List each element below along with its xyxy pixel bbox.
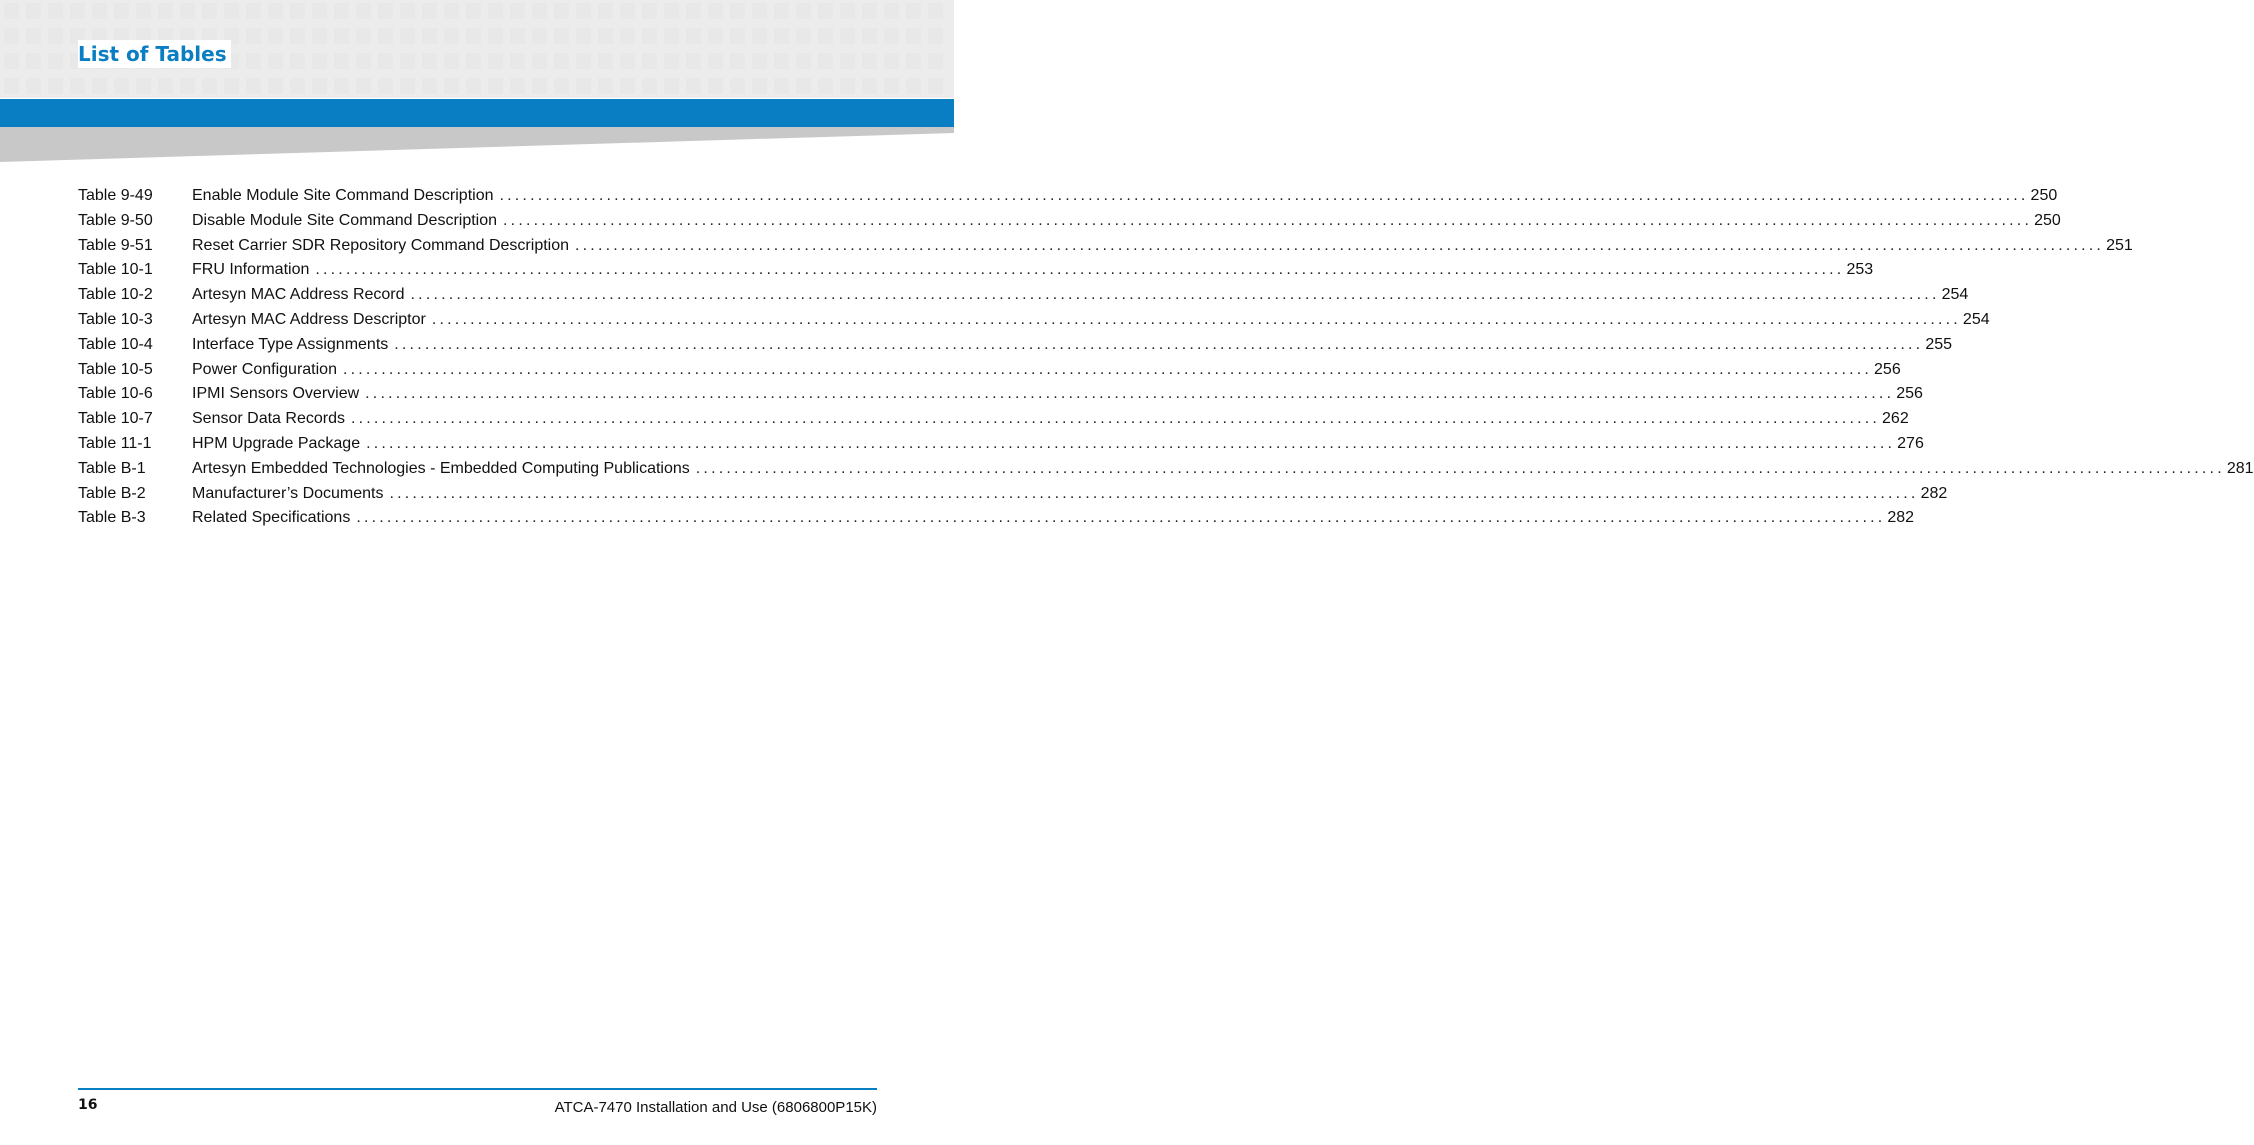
header-square — [532, 3, 547, 19]
header-square — [840, 53, 855, 69]
header-square — [180, 3, 195, 19]
header-square — [818, 3, 833, 19]
toc-entry[interactable] — [78, 506, 1915, 531]
header-square — [752, 28, 767, 44]
header-square — [928, 53, 943, 69]
header-square — [422, 28, 437, 44]
table-title: Related Specifications — [192, 509, 351, 527]
header-blue-band — [0, 99, 954, 127]
header-square — [70, 78, 85, 94]
header-square — [642, 3, 657, 19]
header-square — [532, 78, 547, 94]
page-reference: 282 — [1887, 509, 1915, 527]
header-square — [92, 78, 107, 94]
header-square — [290, 78, 305, 94]
table-number: Table 10-4 — [78, 335, 153, 353]
toc-entry[interactable] — [78, 482, 1948, 507]
header-square — [928, 78, 943, 94]
header-square — [686, 53, 701, 69]
header-square — [422, 3, 437, 19]
header-square — [598, 3, 613, 19]
header-square — [312, 53, 327, 69]
header-square — [334, 28, 349, 44]
leader-dots: ........................................................................................................................................................................................................ — [389, 484, 1919, 502]
header-square — [400, 78, 415, 94]
leader-dots: ........................................................................................................................................................................................................ — [503, 211, 2033, 229]
header-square — [510, 28, 525, 44]
header-square — [422, 53, 437, 69]
header-square — [906, 28, 921, 44]
page-reference: 276 — [1897, 434, 1924, 452]
footer-page-number: 16 — [78, 1097, 98, 1113]
leader-dots: ........................................................................................................................................................................................................ — [366, 434, 1896, 452]
header-square — [928, 3, 943, 19]
header-square — [26, 78, 41, 94]
toc-entry[interactable] — [78, 209, 2061, 234]
header-square — [554, 78, 569, 94]
header-square — [620, 78, 635, 94]
header-square — [400, 28, 415, 44]
header-square — [708, 53, 723, 69]
header-square — [796, 78, 811, 94]
table-number: Table B-3 — [78, 509, 146, 527]
leader-dots: ........................................................................................................................................................................................................ — [410, 286, 1940, 304]
header-square — [620, 3, 635, 19]
table-number: Table B-1 — [78, 459, 146, 477]
leader-dots: ........................................................................................................................................................................................................ — [356, 509, 1886, 527]
header-square — [378, 28, 393, 44]
header-square — [840, 3, 855, 19]
header-square — [290, 53, 305, 69]
header-square — [708, 28, 723, 44]
table-title: Artesyn Embedded Technologies - Embedded Computing Publications — [192, 459, 690, 477]
header-square — [4, 78, 19, 94]
toc-entry[interactable] — [78, 184, 2058, 209]
header-square — [664, 53, 679, 69]
header-square — [774, 78, 789, 94]
header-square — [158, 3, 173, 19]
header-square — [818, 28, 833, 44]
header-square — [356, 3, 371, 19]
header-square — [400, 53, 415, 69]
header-square — [4, 3, 19, 19]
table-number: Table 10-7 — [78, 410, 153, 428]
header-square — [268, 28, 283, 44]
header-square — [642, 78, 657, 94]
header-square — [356, 53, 371, 69]
list-of-tables — [78, 184, 2254, 531]
header-square — [202, 3, 217, 19]
header-square — [620, 28, 635, 44]
header-square — [598, 28, 613, 44]
table-title: Interface Type Assignments — [192, 335, 389, 353]
header-square — [312, 78, 327, 94]
header-square — [884, 28, 899, 44]
header-square — [48, 78, 63, 94]
page-reference: 256 — [1874, 360, 1901, 378]
header-square — [114, 78, 129, 94]
header-square — [26, 3, 41, 19]
page-reference: 251 — [2106, 236, 2133, 254]
header-square — [884, 78, 899, 94]
leader-dots: ........................................................................................................................................................................................................ — [342, 360, 1873, 378]
header-square — [862, 53, 877, 69]
header-square — [400, 3, 415, 19]
header-square — [598, 78, 613, 94]
header-square — [862, 3, 877, 19]
header-square — [268, 53, 283, 69]
leader-dots: ........................................................................................................................................................................................................ — [365, 385, 1895, 403]
leader-dots: ........................................................................................................................................................................................................ — [695, 459, 2225, 477]
toc-entry[interactable] — [78, 432, 1924, 457]
header-square — [26, 53, 41, 69]
header-square — [290, 28, 305, 44]
header-square — [752, 3, 767, 19]
header-square — [312, 3, 327, 19]
header-square — [488, 28, 503, 44]
header-square — [466, 78, 481, 94]
header-square — [334, 53, 349, 69]
header-square — [26, 28, 41, 44]
header-square — [554, 3, 569, 19]
table-title: Enable Module Site Command Description — [192, 187, 494, 204]
header-square — [246, 28, 261, 44]
header-square — [246, 3, 261, 19]
header-square — [906, 3, 921, 19]
toc-entry[interactable] — [78, 358, 1901, 383]
header-square — [730, 78, 745, 94]
table-title: Manufacturer’s Documents — [192, 484, 384, 502]
page-reference: 256 — [1896, 385, 1923, 403]
leader-dots: ........................................................................................................................................................................................................ — [431, 310, 1961, 328]
header-square — [598, 53, 613, 69]
header-square — [752, 53, 767, 69]
header-square — [664, 3, 679, 19]
header-square — [334, 78, 349, 94]
page-reference: 282 — [1920, 484, 1948, 502]
header-square — [136, 78, 151, 94]
page-reference: 281 — [2226, 459, 2254, 477]
table-number: Table 11-1 — [78, 434, 152, 452]
header-square — [510, 78, 525, 94]
toc-entry[interactable] — [78, 308, 1990, 333]
table-number: Table 10-3 — [78, 310, 153, 328]
table-number: Table 10-5 — [78, 360, 153, 378]
header-square — [554, 28, 569, 44]
table-number: Table 10-1 — [78, 261, 153, 279]
header-square — [862, 28, 877, 44]
table-title: Power Configuration — [192, 360, 337, 378]
header-square — [730, 3, 745, 19]
header-square — [312, 28, 327, 44]
toc-entry[interactable] — [78, 258, 1874, 283]
table-number: Table B-2 — [78, 484, 146, 502]
header-square — [884, 3, 899, 19]
header-square — [444, 53, 459, 69]
header-square — [48, 28, 63, 44]
header-square — [532, 28, 547, 44]
header-square — [796, 28, 811, 44]
header-square — [708, 78, 723, 94]
toc-entry[interactable] — [78, 382, 1923, 407]
table-title: Sensor Data Records — [192, 410, 345, 428]
table-title: Disable Module Site Command Description — [192, 211, 498, 229]
header-gray-wedge — [0, 127, 954, 162]
page-reference: 250 — [2030, 187, 2058, 204]
header-square — [686, 3, 701, 19]
page-reference: 254 — [1962, 310, 1990, 328]
footer-document-title: ATCA-7470 Installation and Use (6806800P15K) — [554, 1099, 877, 1116]
header-square — [796, 53, 811, 69]
table-number: Table 9-49 — [78, 187, 153, 204]
header-square — [774, 3, 789, 19]
header-square — [444, 78, 459, 94]
table-title: HPM Upgrade Package — [192, 434, 361, 452]
header-square — [92, 3, 107, 19]
header-square — [862, 78, 877, 94]
header-square — [576, 78, 591, 94]
header-square — [378, 53, 393, 69]
page-reference: 253 — [1846, 261, 1874, 279]
table-number: Table 9-50 — [78, 211, 153, 229]
header-square — [180, 78, 195, 94]
header-square — [708, 3, 723, 19]
header-square — [334, 3, 349, 19]
header-square — [620, 53, 635, 69]
toc-entry[interactable] — [78, 283, 1969, 308]
header-square — [510, 3, 525, 19]
header-square — [48, 53, 63, 69]
page-title: List of Tables — [78, 40, 231, 68]
header-square — [246, 53, 261, 69]
header-square — [576, 53, 591, 69]
table-title: IPMI Sensors Overview — [192, 385, 360, 403]
leader-dots: ........................................................................................................................................................................................................ — [315, 261, 1845, 279]
header-square — [224, 3, 239, 19]
header-square — [664, 28, 679, 44]
header-square — [488, 78, 503, 94]
header-square — [840, 78, 855, 94]
table-title: Artesyn MAC Address Record — [192, 286, 405, 304]
header-square — [752, 78, 767, 94]
toc-entry[interactable] — [78, 234, 2133, 259]
header-square — [818, 53, 833, 69]
table-title: Artesyn MAC Address Descriptor — [192, 310, 426, 328]
header-square — [488, 53, 503, 69]
header-square — [290, 3, 305, 19]
leader-dots: ........................................................................................................................................................................................................ — [499, 187, 2029, 204]
header-square — [730, 28, 745, 44]
header-square — [686, 28, 701, 44]
header-square — [378, 78, 393, 94]
header-square — [444, 28, 459, 44]
header-square — [642, 53, 657, 69]
toc-entry[interactable] — [78, 407, 1909, 432]
table-number: Table 10-2 — [78, 286, 153, 304]
header-square — [444, 3, 459, 19]
header-square — [202, 78, 217, 94]
header-square — [70, 3, 85, 19]
header-square — [884, 53, 899, 69]
header-square — [48, 3, 63, 19]
header-square — [840, 28, 855, 44]
header-square — [422, 78, 437, 94]
header-square — [466, 3, 481, 19]
header-square — [686, 78, 701, 94]
header-square — [356, 28, 371, 44]
header-square — [774, 53, 789, 69]
toc-entry[interactable] — [78, 333, 1953, 358]
header-square — [730, 53, 745, 69]
header-square — [378, 3, 393, 19]
header-square — [576, 3, 591, 19]
header-square — [224, 78, 239, 94]
header-square — [268, 78, 283, 94]
header-square — [664, 78, 679, 94]
header-square — [466, 28, 481, 44]
page-reference: 254 — [1941, 286, 1969, 304]
leader-dots: ........................................................................................................................................................................................................ — [575, 236, 2105, 254]
header-square — [158, 78, 173, 94]
header-square — [246, 78, 261, 94]
header-square — [774, 28, 789, 44]
header-square — [928, 28, 943, 44]
header-square — [466, 53, 481, 69]
page-reference: 250 — [2034, 211, 2061, 229]
header-square — [532, 53, 547, 69]
footer-rule — [78, 1088, 877, 1090]
header-square — [554, 53, 569, 69]
page-reference: 262 — [1882, 410, 1909, 428]
leader-dots: ........................................................................................................................................................................................................ — [394, 335, 1924, 353]
table-title: Reset Carrier SDR Repository Command Description — [192, 236, 570, 254]
table-number: Table 9-51 — [78, 236, 153, 254]
header-square — [796, 3, 811, 19]
header-square — [642, 28, 657, 44]
header-square — [906, 53, 921, 69]
header-square — [906, 78, 921, 94]
header-square — [576, 28, 591, 44]
page-reference: 255 — [1925, 335, 1953, 353]
header-square — [136, 3, 151, 19]
header-square — [4, 53, 19, 69]
header-square — [268, 3, 283, 19]
table-number: Table 10-6 — [78, 385, 153, 403]
header-square — [114, 3, 129, 19]
leader-dots: ........................................................................................................................................................................................................ — [350, 410, 1881, 428]
header-square — [356, 78, 371, 94]
table-title: FRU Information — [192, 261, 310, 279]
header-square — [488, 3, 503, 19]
header-square — [4, 28, 19, 44]
header-square — [510, 53, 525, 69]
header-square — [818, 78, 833, 94]
toc-entry[interactable] — [78, 457, 2254, 482]
